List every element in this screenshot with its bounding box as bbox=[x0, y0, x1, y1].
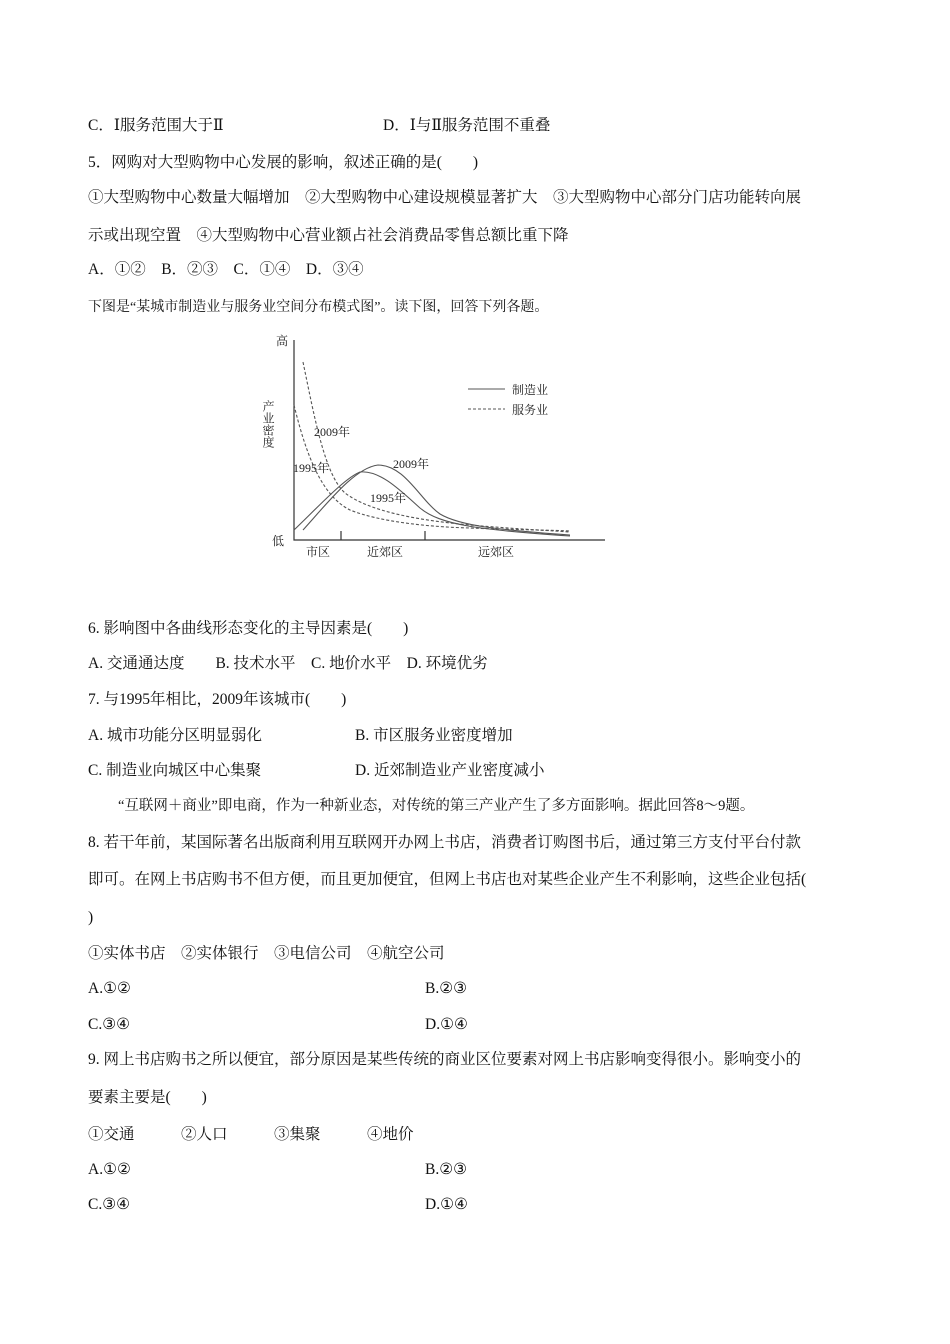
q7-stem: 7. 与1995年相比，2009年该城市( ) bbox=[88, 691, 347, 708]
q7-option-a: A. 城市功能分区明显弱化 bbox=[88, 727, 262, 744]
q7-option-d: D. 近郊制造业产业密度减小 bbox=[355, 762, 545, 779]
label-service-2009: 2009年 bbox=[314, 425, 351, 439]
y-high-label: 高 bbox=[276, 334, 289, 348]
x-label-urban: 市区 bbox=[306, 545, 331, 559]
q5-statements-2: 示或出现空置 ④大型购物中心营业额占社会消费品零售总额比重下降 bbox=[88, 227, 569, 244]
q8-option-b: B.②③ bbox=[425, 980, 468, 997]
q5-statements-1: ①大型购物中心数量大幅增加 ②大型购物中心建设规模显著扩大 ③大型购物中心部分门店功能转向展 bbox=[88, 189, 802, 206]
x-label-far-suburb: 远郊区 bbox=[478, 545, 515, 559]
q8-option-a: A.①② bbox=[88, 980, 131, 997]
q7-option-b: B. 市区服务业密度增加 bbox=[355, 727, 513, 744]
q4-option-d: D．Ⅰ与Ⅱ服务范围不重叠 bbox=[383, 117, 551, 134]
q5-stem: 5．网购对大型购物中心发展的影响，叙述正确的是( ) bbox=[88, 154, 479, 171]
q8-statements: ①实体书店 ②实体银行 ③电信公司 ④航空公司 bbox=[88, 945, 445, 962]
q5-options: A．①② B．②③ C．①④ D．③④ bbox=[88, 261, 364, 278]
label-manufacturing-1995: 1995年 bbox=[370, 491, 407, 505]
figure-intro: 下图是“某城市制造业与服务业空间分布模式图”。读下图，回答下列各题。 bbox=[88, 300, 549, 315]
q9-statements: ①交通 ②人口 ③集聚 ④地价 bbox=[88, 1126, 414, 1143]
x-label-near-suburb: 近郊区 bbox=[367, 545, 404, 559]
q9-option-a: A.①② bbox=[88, 1161, 131, 1178]
q8-option-c: C.③④ bbox=[88, 1016, 131, 1033]
q8-stem-3: ) bbox=[88, 909, 94, 926]
label-service-1995: 1995年 bbox=[293, 461, 330, 475]
q6-stem: 6. 影响图中各曲线形态变化的主导因素是( ) bbox=[88, 620, 409, 637]
legend-manufacturing: 制造业 bbox=[512, 383, 549, 397]
legend-service: 服务业 bbox=[512, 403, 549, 417]
axes bbox=[294, 340, 605, 540]
distribution-diagram bbox=[0, 0, 950, 600]
q9-option-d: D.①④ bbox=[425, 1196, 468, 1213]
q9-option-c: C.③④ bbox=[88, 1196, 131, 1213]
q9-stem-2: 要素主要是( ) bbox=[88, 1089, 207, 1106]
q8-stem-2: 即可。在网上书店购书不但方便，而且更加便宜，但网上书店也对某些企业产生不利影响，这些企业包括( bbox=[88, 871, 807, 888]
service-1995-curve bbox=[294, 405, 570, 531]
section-intro: “互联网＋商业”即电商，作为一种新业态，对传统的第三产业产生了多方面影响。据此回答8～9题。 bbox=[118, 798, 755, 814]
q6-options: A. 交通通达度 B. 技术水平 C. 地价水平 D. 环境优劣 bbox=[88, 655, 488, 672]
q9-option-b: B.②③ bbox=[425, 1161, 468, 1178]
q8-option-d: D.①④ bbox=[425, 1016, 468, 1033]
zone-ticks bbox=[341, 531, 425, 540]
y-axis-label: 产业密度 bbox=[261, 400, 275, 448]
q8-stem-1: 8. 若干年前，某国际著名出版商利用互联网开办网上书店，消费者订购图书后，通过第三方支付平台付款 bbox=[88, 834, 802, 851]
manufacturing-2009-curve bbox=[303, 465, 570, 535]
q9-stem-1: 9. 网上书店购书之所以便宜，部分原因是某些传统的商业区位要素对网上书店影响变得很小。影响变小的 bbox=[88, 1051, 802, 1068]
label-manufacturing-2009: 2009年 bbox=[393, 457, 430, 471]
q4-option-c: C．Ⅰ服务范围大于Ⅱ bbox=[88, 117, 224, 134]
q7-option-c: C. 制造业向城区中心集聚 bbox=[88, 762, 262, 779]
y-low-label: 低 bbox=[272, 534, 285, 548]
